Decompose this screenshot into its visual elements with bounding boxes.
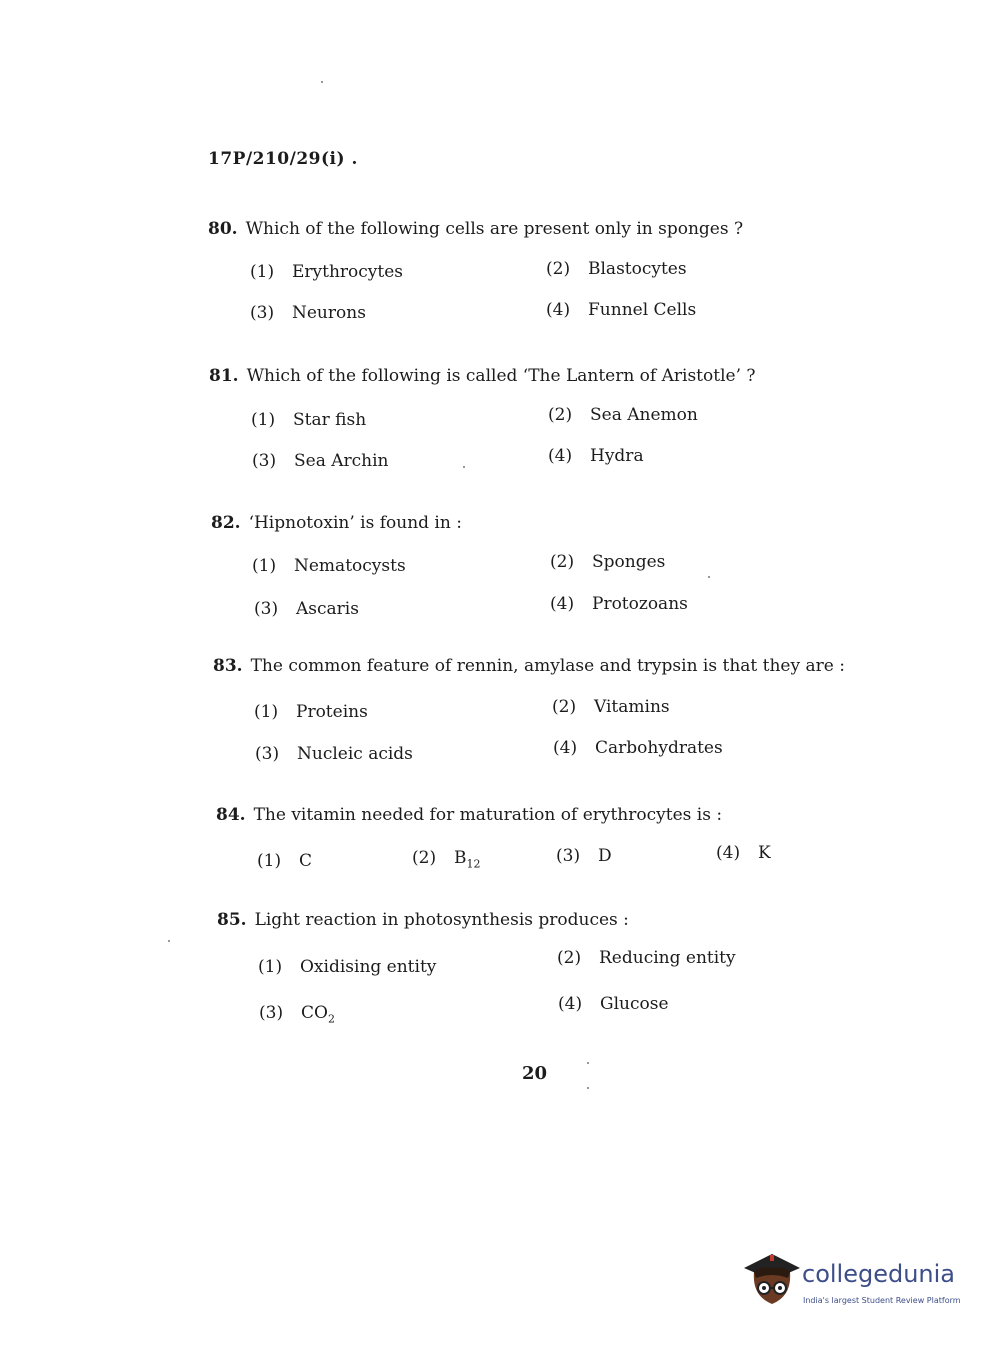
option-number: (4) (548, 446, 573, 466)
option-1 (250, 262, 403, 282)
option-number: (1) (254, 702, 279, 722)
option-text: Nematocysts (294, 556, 406, 576)
option-text: K (758, 843, 771, 863)
option-3 (254, 599, 359, 619)
question-text: The common feature of rennin, amylase and trypsin is that they are : (250, 656, 845, 676)
question-number: 84. (216, 805, 246, 825)
question-number: 80. (208, 219, 238, 239)
option-text: D (598, 846, 612, 866)
option-3 (250, 303, 366, 323)
option-text: C (299, 851, 313, 871)
option-text: Reducing entity (599, 948, 736, 968)
option-3 (252, 451, 389, 471)
brand-tagline: India's largest Student Review Platform (803, 1296, 961, 1305)
brand-name: collegedunia (802, 1260, 956, 1288)
question-stem (217, 910, 629, 930)
option-2 (557, 948, 736, 968)
option-4 (546, 300, 696, 320)
option-1 (258, 957, 436, 977)
option-3 (255, 744, 413, 764)
option-text: Sea Anemon (590, 405, 698, 425)
option-number: (1) (252, 556, 277, 576)
option-number: (3) (250, 303, 275, 323)
collegedunia-logo (740, 1248, 970, 1318)
option-4 (553, 738, 723, 758)
option-text: Neurons (292, 303, 366, 323)
page-number: 20 (522, 1063, 548, 1084)
question-stem (213, 656, 845, 676)
option-2 (548, 405, 698, 425)
option-number: (4) (553, 738, 578, 758)
option-number: (3) (252, 451, 277, 471)
option-text: Protozoans (592, 594, 688, 614)
option-4 (558, 994, 669, 1014)
scan-speck (168, 940, 170, 942)
option-number: (3) (255, 744, 280, 764)
option-4 (716, 843, 771, 863)
option-number: (2) (557, 948, 582, 968)
option-2 (550, 552, 665, 572)
option-text: Proteins (296, 702, 368, 722)
question-text: Which of the following cells are present only in sponges ? (245, 219, 744, 239)
option-text: Sponges (592, 552, 666, 572)
option-text: Hydra (590, 446, 644, 466)
option-1 (257, 851, 312, 871)
option-subscript: 12 (466, 857, 481, 871)
option-number: (4) (546, 300, 571, 320)
option-text: Erythrocytes (292, 262, 404, 282)
option-text: CO (301, 1003, 328, 1023)
option-2 (546, 259, 687, 279)
option-number: (3) (556, 846, 581, 866)
option-1 (254, 702, 368, 722)
student-mascot-icon (740, 1248, 804, 1312)
option-4 (548, 446, 644, 466)
scan-speck (587, 1087, 589, 1089)
option-number: (2) (552, 697, 577, 717)
scan-speck (321, 81, 323, 83)
option-number: (2) (548, 405, 573, 425)
option-1 (252, 556, 406, 576)
option-text: Blastocytes (588, 259, 687, 279)
option-2 (412, 848, 481, 870)
option-number: (2) (546, 259, 571, 279)
option-text: Vitamins (594, 697, 670, 717)
option-text: Glucose (600, 994, 669, 1014)
scan-speck (463, 466, 465, 468)
option-text: Carbohydrates (595, 738, 723, 758)
question-text: Light reaction in photosynthesis produces : (254, 910, 629, 930)
question-number: 85. (217, 910, 247, 930)
question-stem (211, 513, 462, 533)
question-text: The vitamin needed for maturation of erythrocytes is : (253, 805, 723, 825)
option-text: Star fish (293, 410, 367, 430)
option-1 (251, 410, 366, 430)
option-number: (3) (259, 1003, 284, 1023)
option-3 (259, 1003, 335, 1025)
option-subscript: 2 (327, 1012, 335, 1026)
option-text: Ascaris (296, 599, 359, 619)
question-stem (209, 366, 756, 386)
option-number: (2) (412, 848, 437, 868)
option-3 (556, 846, 612, 866)
question-number: 83. (213, 656, 243, 676)
question-number: 81. (209, 366, 239, 386)
paper-code: 17P/210/29(i) . (208, 149, 358, 169)
option-text: B (454, 848, 467, 868)
option-number: (1) (250, 262, 275, 282)
option-number: (1) (251, 410, 276, 430)
option-number: (1) (258, 957, 283, 977)
option-text: Sea Archin (294, 451, 389, 471)
option-number: (4) (550, 594, 575, 614)
question-stem (216, 805, 722, 825)
question-number: 82. (211, 513, 241, 533)
option-number: (4) (716, 843, 741, 863)
option-number: (1) (257, 851, 282, 871)
option-text: Nucleic acids (297, 744, 413, 764)
question-stem (208, 219, 743, 239)
scan-speck (708, 576, 710, 578)
scan-speck (587, 1062, 589, 1064)
option-text: Oxidising entity (300, 957, 437, 977)
question-text: ‘Hipnotoxin’ is found in : (248, 513, 462, 533)
option-number: (2) (550, 552, 575, 572)
question-text: Which of the following is called ‘The Lantern of Aristotle’ ? (246, 366, 756, 386)
option-4 (550, 594, 688, 614)
option-number: (3) (254, 599, 279, 619)
option-number: (4) (558, 994, 583, 1014)
option-text: Funnel Cells (588, 300, 697, 320)
option-2 (552, 697, 670, 717)
